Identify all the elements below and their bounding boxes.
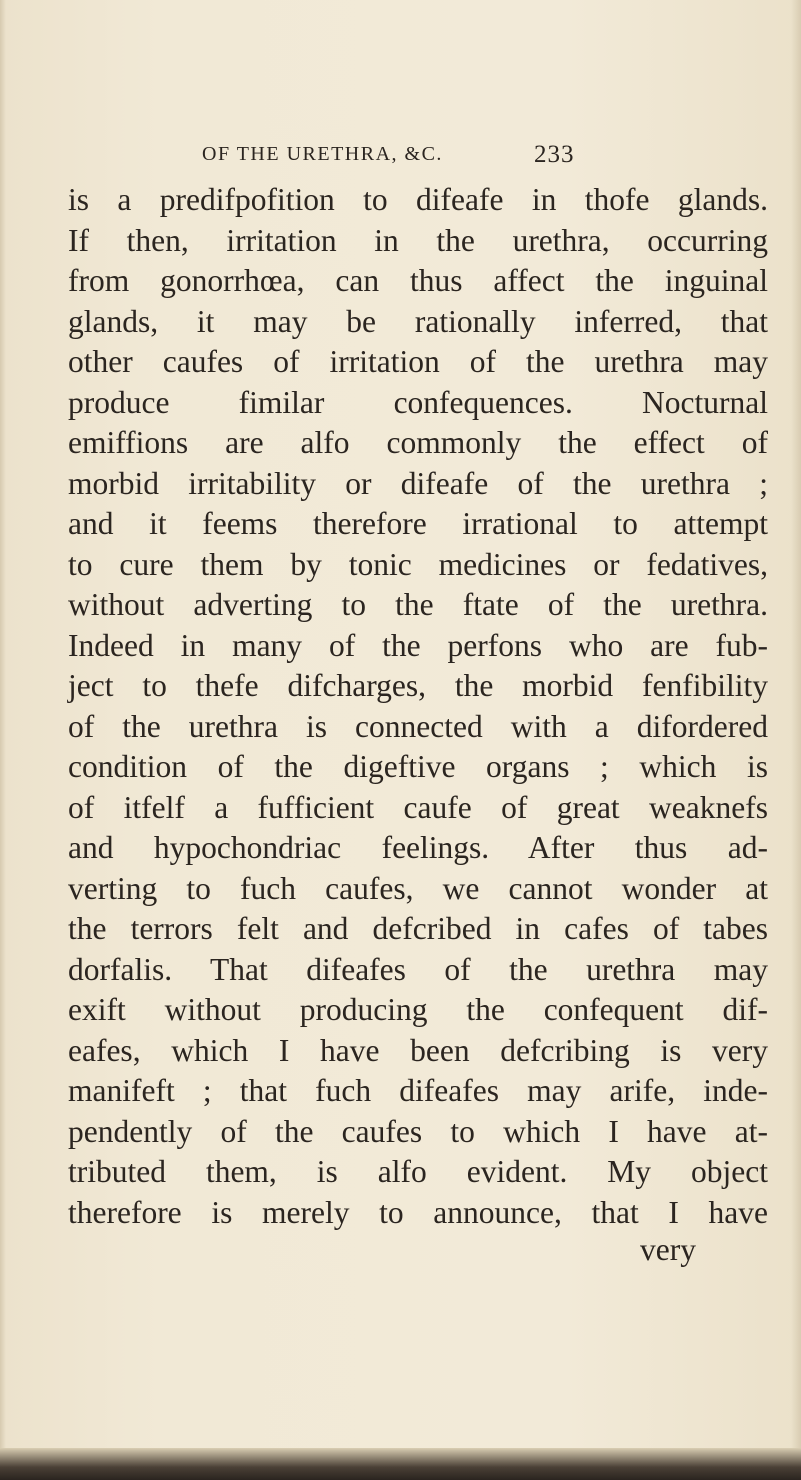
text-line: is a predifpofition to difeafe in thofe glands.: [68, 182, 768, 217]
text-line: ject to thefe difcharges, the morbid fenfibility: [68, 668, 768, 703]
text-line: emiffions are alfo commonly the effect of: [68, 425, 768, 460]
text-line: verting to fuch caufes, we cannot wonder at: [68, 870, 768, 906]
text-line: and it feems therefore irrational to attempt: [68, 506, 768, 541]
text-line: the terrors felt and defcribed in cafes of tabes: [68, 911, 768, 946]
page-header: [202, 143, 742, 173]
text-line: therefore is merely to announce, that I have: [68, 1194, 768, 1230]
text-line: from gonorrhœa, can thus affect the inguinal: [68, 263, 768, 298]
text-line: of itfelf a fufficient caufe of great weaknefs: [68, 789, 768, 825]
text-line: pendently of the caufes to which I have at-: [68, 1113, 768, 1149]
text-line: eafes, which I have been defcribing is very: [68, 1032, 768, 1068]
text-line: Indeed in many of the perfons who are fub-: [68, 627, 768, 663]
text-line: other caufes of irritation of the urethra may: [68, 344, 768, 379]
text-line: condition of the digeftive organs ; which is: [68, 749, 768, 784]
running-title: OF THE URETHRA, &C.: [202, 143, 443, 165]
text-line: of the urethra is connected with a difordered: [68, 708, 768, 744]
text-line: manifeft ; that fuch difeafes may arife, inde-: [68, 1073, 768, 1108]
text-line: produce fimilar confequences. Nocturnal: [68, 384, 768, 420]
text-line: If then, irritation in the urethra, occurring: [68, 222, 768, 258]
text-line: tributed them, is alfo evident. My object: [68, 1154, 768, 1189]
text-line: exift without producing the confequent dif-: [68, 992, 768, 1027]
body-text: [68, 180, 768, 1233]
text-line: dorfalis. That difeafes of the urethra may: [68, 951, 768, 987]
text-line: glands, it may be rationally inferred, that: [68, 303, 768, 339]
text-line: morbid irritability or difeafe of the urethra ;: [68, 465, 768, 501]
page-number: 233: [534, 141, 575, 168]
page-left-edge: [0, 0, 6, 1448]
text-line: without adverting to the ftate of the urethra.: [68, 587, 768, 622]
page-bottom-shadow: [0, 1448, 801, 1480]
text-line: and hypochondriac feelings. After thus ad-: [68, 830, 768, 865]
text-line: to cure them by tonic medicines or fedatives,: [68, 546, 768, 582]
catchword: very: [640, 1232, 696, 1267]
page-right-edge: [791, 0, 801, 1448]
